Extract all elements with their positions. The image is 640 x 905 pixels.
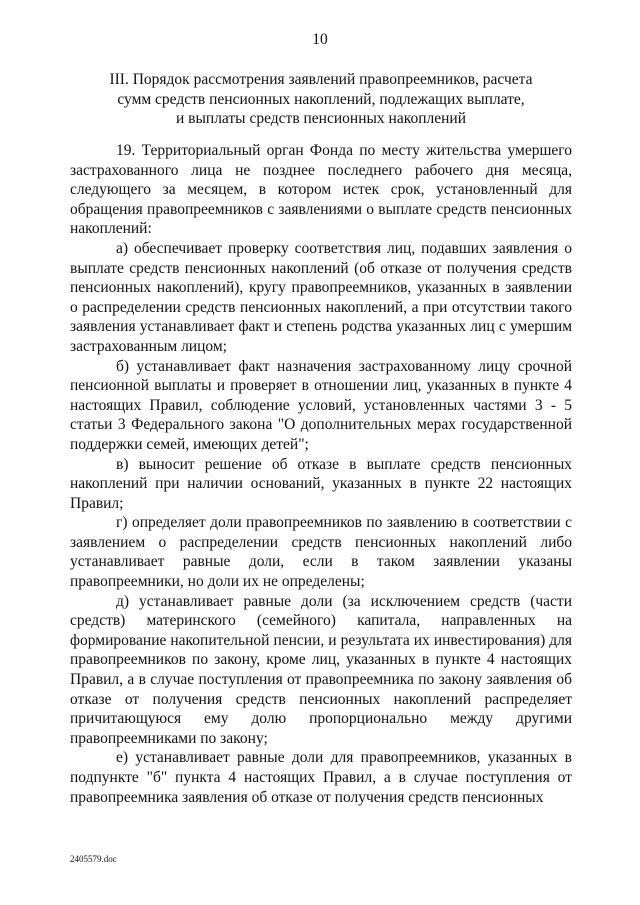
section-title-line: III. Порядок рассмотрения заявлений правопреемников, расчета <box>109 71 533 88</box>
paragraph-d: д) устанавливает равные доли (за исключением средств (части средств) материнского (семейного) капитала, направленных на формирование накопительной пенсии, и результата их инвестирования) для правопреемников по закону, кроме лиц, указанных в пункте 4 настоящих Правил, а в случае поступления от правопреемника по закону заявления об отказе от получения средств пенсионных накоплений распределяет причитающуюся ему долю пропорционально между другими правопреемниками по закону; <box>70 592 572 747</box>
paragraph-g: г) определяет доли правопреемников по заявлению в соответствии с заявлением о распределении средств пенсионных накоплений либо устанавливает равные доли, если в таком заявлении указаны правопреемники, но доли их не определены; <box>70 514 572 591</box>
section-title-line: и выплаты средств пенсионных накоплений <box>176 110 466 127</box>
paragraph-e: е) устанавливает равные доли для правопреемников, указанных в подпункте "б" пункта 4 настоящих Правил, а в случае поступления от правопреемника заявления об отказе от получения средств пенсионных <box>70 749 572 806</box>
file-code: 2405579.doc <box>70 854 117 864</box>
page-number: 10 <box>312 31 328 48</box>
section-title-line: сумм средств пенсионных накоплений, подлежащих выплате, <box>117 90 525 108</box>
paragraph-a: а) обеспечивает проверку соответствия лиц, подавших заявления о выплате средств пенсионных накоплений (об отказе от получения средств пенсионных накоплений), кругу правопреемников, указанных в заявлении о распределении средств пенсионных накоплений, а при отсутствии такого заявления устанавливает факт и степень родства указанных лиц с умершим застрахованным лицом; <box>70 239 572 355</box>
paragraph-b: б) устанавливает факт назначения застрахованному лицу срочной пенсионной выплаты и проверяет в отношении лиц, указанных в пункте 4 настоящих Правил, соблюдение условий, установленных частями 3 - 5 статьи 3 Федерального закона "О дополнительных мерах государственной поддержки семей, имеющих детей"; <box>70 357 572 453</box>
document-body <box>70 141 572 807</box>
section-title <box>70 70 572 129</box>
paragraph-v: в) выносит решение об отказе в выплате средств пенсионных накоплений при наличии оснований, указанных в пункте 22 настоящих Правил; <box>70 455 572 512</box>
paragraph-19: 19. Территориальный орган Фонда по месту жительства умершего застрахованного лица не позднее последнего рабочего дня месяца, следующего за месяцем, в котором истек срок, установленный для обращения правопреемников с заявлениями о выплате средств пенсионных накоплений: <box>70 142 572 238</box>
